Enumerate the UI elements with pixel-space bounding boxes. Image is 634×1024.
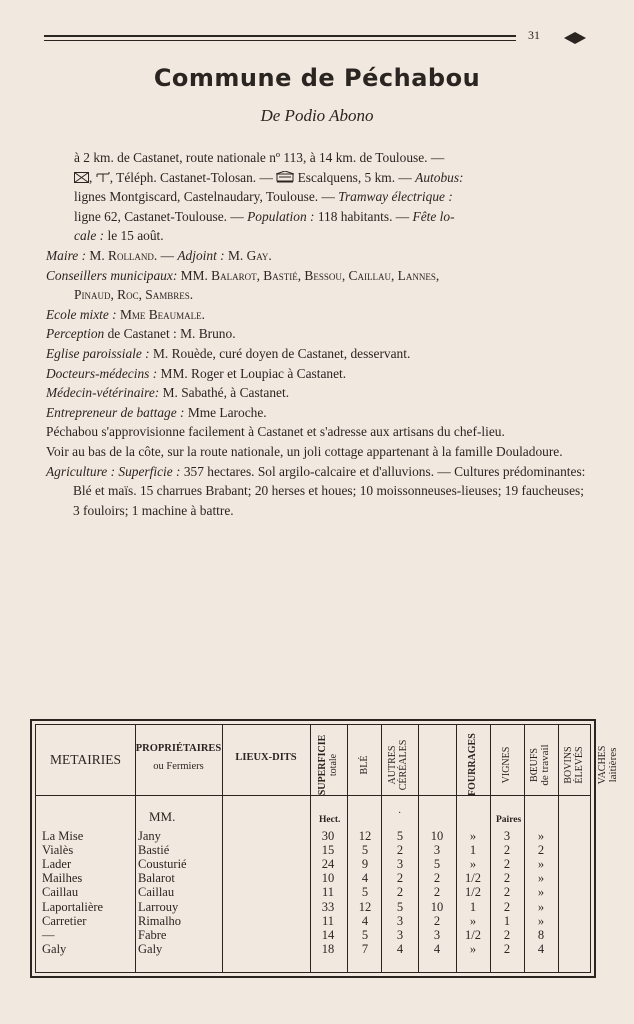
- col-header-vignes: VIGNES: [501, 746, 512, 784]
- table-cell-vignes: »: [469, 829, 477, 843]
- railway-station-icon: [276, 171, 294, 183]
- table-cell-vaches: 2: [537, 843, 545, 858]
- table-cell-vignes: 1: [469, 899, 477, 914]
- col-header-lieux-dits: LIEUX-DITS: [235, 752, 297, 763]
- table-cell-proprietaire: Fabre: [138, 927, 167, 942]
- conseillers-line: Conseillers municipaux: MM. Balarot, Bastié, Bessou, Caillau, Lannes,: [46, 267, 440, 283]
- table-cell-ble: 12: [358, 829, 372, 843]
- table-cell-sup: 24: [321, 857, 335, 872]
- col-divider: [310, 725, 311, 972]
- table-cell-proprietaire: Caillau: [138, 885, 175, 900]
- table-inner-frame: [35, 724, 619, 973]
- table-cell-autres: 3: [396, 927, 404, 942]
- metairies-table: [30, 719, 619, 978]
- table-cell-proprietaire: Balarot: [138, 871, 175, 886]
- table-cell-vignes: 1: [469, 843, 477, 858]
- table-cell-vaches: »: [537, 871, 545, 886]
- table-cell-ble: 5: [361, 927, 369, 942]
- table-cell-vaches: 8: [537, 927, 545, 942]
- col-divider: [524, 725, 525, 972]
- table-cell-metairie: —: [42, 927, 55, 942]
- agriculture-paragraph: Agriculture : Superficie : 357 hectares. Sol argilo-calcaire et d'alluvions. — Cultures prédominantes: Blé et maïs. 15 charrues Brabant; 20 herses et houes; 10 moissonneuses-lieuses; 19 faucheuses; 3 fouloirs; 1 machine à battre.: [46, 463, 586, 518]
- table-cell-vignes: 1/2: [465, 885, 481, 900]
- docteurs-line: Docteurs-médecins : MM. Roger et Loupiac à Castanet.: [46, 365, 347, 381]
- table-cell-autres: 3: [396, 913, 404, 928]
- table-cell-autres: 4: [396, 941, 404, 956]
- approvisionnement-paragraph: Péchabou s'approvisionne facilement à Castanet et s'adresse aux artisans du chef-lieu.: [46, 424, 505, 440]
- table-cell-autres: 5: [396, 899, 404, 914]
- col-header-ble: BLÉ: [359, 755, 370, 775]
- table-cell-proprietaire: Bastié: [138, 843, 170, 858]
- col-divider: [558, 725, 559, 972]
- table-cell-fourr: 10: [430, 829, 444, 843]
- page-subtitle: De Podio Abono: [260, 106, 374, 125]
- ecole-line: Ecole mixte : Mme Beaumale.: [46, 306, 206, 322]
- page-title: Commune de Péchabou: [153, 64, 481, 92]
- table-cell-boeufs: 2: [503, 843, 511, 858]
- table-cell-metairie: Mailhes: [42, 871, 83, 886]
- table-cell-ble: 5: [361, 885, 369, 900]
- col-divider: [381, 725, 382, 972]
- table-cell-fourr: 3: [433, 927, 441, 942]
- intro-line-2: , , Téléph. Castanet-Tolosan. — Escalquens, 5 km. — Autobus:: [46, 168, 588, 188]
- table-cell-sup: 15: [321, 843, 335, 858]
- col-header-ou-fermiers: ou Fermiers: [153, 761, 204, 772]
- col-header-metairies: METAIRIES: [50, 752, 121, 767]
- table-cell-metairie: Lader: [42, 857, 72, 872]
- col-divider: [456, 725, 457, 972]
- table-cell-autres: 2: [396, 871, 404, 886]
- table-cell-sup: 30: [321, 829, 335, 843]
- table-cell-metairie: Carretier: [42, 913, 87, 928]
- col-header-superficie: SUPERFICIE totale: [317, 734, 339, 796]
- table-cell-ble: 4: [361, 913, 369, 928]
- table-cell-vaches: »: [537, 899, 545, 914]
- table-cell-metairie: Caillau: [42, 885, 79, 900]
- table-cell-boeufs: 2: [503, 857, 511, 872]
- table-cell-ble: 9: [361, 857, 369, 872]
- page-number: 31: [528, 28, 540, 42]
- table-cell-proprietaire: Rimalho: [138, 913, 182, 928]
- post-office-icon: [74, 172, 89, 183]
- table-cell-fourr: 2: [433, 871, 441, 886]
- table-cell-boeufs: 2: [503, 871, 511, 886]
- table-cell-autres: 3: [396, 857, 404, 872]
- subhead-mm: MM.: [149, 809, 176, 824]
- table-cell-vignes: 1/2: [465, 927, 481, 942]
- table-cell-vignes: 1/2: [465, 871, 481, 886]
- perception-line: Perception de Castanet : M. Bruno.: [46, 326, 236, 342]
- col-divider: [490, 725, 491, 972]
- header-rule-thick: [44, 35, 516, 37]
- table-cell-vaches: 4: [537, 941, 545, 956]
- table-cell-sup: 11: [321, 885, 335, 900]
- col-header-vaches-laitieres: VACHES laitières: [597, 745, 619, 785]
- telegraph-icon: [96, 171, 110, 183]
- table-cell-metairie: Vialès: [42, 843, 74, 858]
- table-cell-sup: 18: [321, 941, 335, 956]
- eglise-line: Eglise paroissiale : M. Rouède, curé doyen de Castanet, desservant.: [46, 345, 411, 361]
- col-header-autres-cereales: AUTRES CÉRÉALES: [387, 739, 409, 791]
- table-cell-fourr: 5: [433, 857, 441, 872]
- table-cell-boeufs: 1: [503, 913, 511, 928]
- intro-line-5: cale : le 15 août.: [74, 228, 164, 244]
- table-cell-sup: 11: [321, 913, 335, 928]
- table-cell-boeufs: 3: [503, 829, 511, 843]
- diamond-ornament-icon: [564, 32, 586, 44]
- table-cell-vignes: »: [469, 913, 477, 928]
- table-cell-autres: 2: [396, 885, 404, 900]
- subhead-hect: Hect.: [319, 815, 341, 825]
- commune-text: [46, 148, 588, 520]
- table-cell-boeufs: 2: [503, 899, 511, 914]
- table-cell-vaches: »: [537, 913, 545, 928]
- conseillers-line-2: Pinaud, Roc, Sambres.: [74, 287, 194, 303]
- table-cell-vaches: »: [537, 829, 545, 843]
- table-cell-vignes: »: [469, 941, 477, 956]
- table-cell-autres: 2: [396, 843, 404, 858]
- table-cell-ble: 5: [361, 843, 369, 858]
- table-cell-fourr: 10: [430, 899, 444, 914]
- col-header-bovins-eleves: BOVINS ÉLEVÉS: [563, 746, 585, 784]
- table-cell-boeufs: 2: [503, 885, 511, 900]
- table-cell-fourr: 4: [433, 941, 441, 956]
- table-cell-fourr: 2: [433, 913, 441, 928]
- table-cell-autres: 5: [396, 829, 404, 843]
- table-cell-proprietaire: Larrouy: [138, 899, 179, 914]
- col-header-fourrages: FOURRAGES: [467, 733, 478, 796]
- table-cell-metairie: Laportalière: [42, 899, 104, 914]
- table-cell-ble: 4: [361, 871, 369, 886]
- subhead-paires: Paires: [496, 815, 522, 825]
- intro-line-1: à 2 km. de Castanet, route nationale nº 113, à 14 km. de Toulouse. —: [74, 150, 445, 165]
- col-divider: [418, 725, 419, 972]
- subhead-dot: ·: [398, 808, 402, 819]
- col-header-proprietaires: PROPRIÉTAIRES: [135, 743, 222, 754]
- col-divider: [347, 725, 348, 972]
- table-cell-ble: 12: [358, 899, 372, 914]
- veterinaire-line: Médecin-vétérinaire: M. Sabathé, à Castanet.: [46, 385, 290, 401]
- table-cell-boeufs: 2: [503, 927, 511, 942]
- table-cell-proprietaire: Galy: [138, 941, 163, 956]
- maire-line: Maire : M. Rolland. — Adjoint : M. Gay.: [46, 247, 272, 263]
- table-cell-vignes: »: [469, 857, 477, 872]
- table-cell-metairie: Galy: [42, 941, 67, 956]
- table-cell-fourr: 2: [433, 885, 441, 900]
- table-cell-sup: 33: [321, 899, 335, 914]
- table-cell-proprietaire: Jany: [138, 829, 161, 843]
- table-cell-fourr: 3: [433, 843, 441, 858]
- table-cell-sup: 14: [321, 927, 335, 942]
- table-cell-vaches: »: [537, 885, 545, 900]
- battage-line: Entrepreneur de battage : Mme Laroche.: [46, 404, 267, 420]
- table-cell-metairie: La Mise: [42, 829, 84, 843]
- col-header-boeufs: BŒUFS de travail: [529, 744, 551, 786]
- table-cell-sup: 10: [321, 871, 335, 886]
- voir-paragraph: Voir au bas de la côte, sur la route nationale, un joli cottage appartenant à la famille Douladoure.: [46, 443, 563, 459]
- intro-line-4: ligne 62, Castanet-Toulouse. — Population : 118 habitants. — Fête lo-: [74, 208, 455, 224]
- table-cell-boeufs: 2: [503, 941, 511, 956]
- intro-line-3: lignes Montgiscard, Castelnaudary, Toulouse. — Tramway électrique :: [74, 189, 453, 205]
- table-cell-ble: 7: [361, 941, 369, 956]
- header-rule-thin: [44, 40, 516, 41]
- table-cell-proprietaire: Cousturié: [138, 857, 187, 872]
- table-cell-vaches: »: [537, 857, 545, 872]
